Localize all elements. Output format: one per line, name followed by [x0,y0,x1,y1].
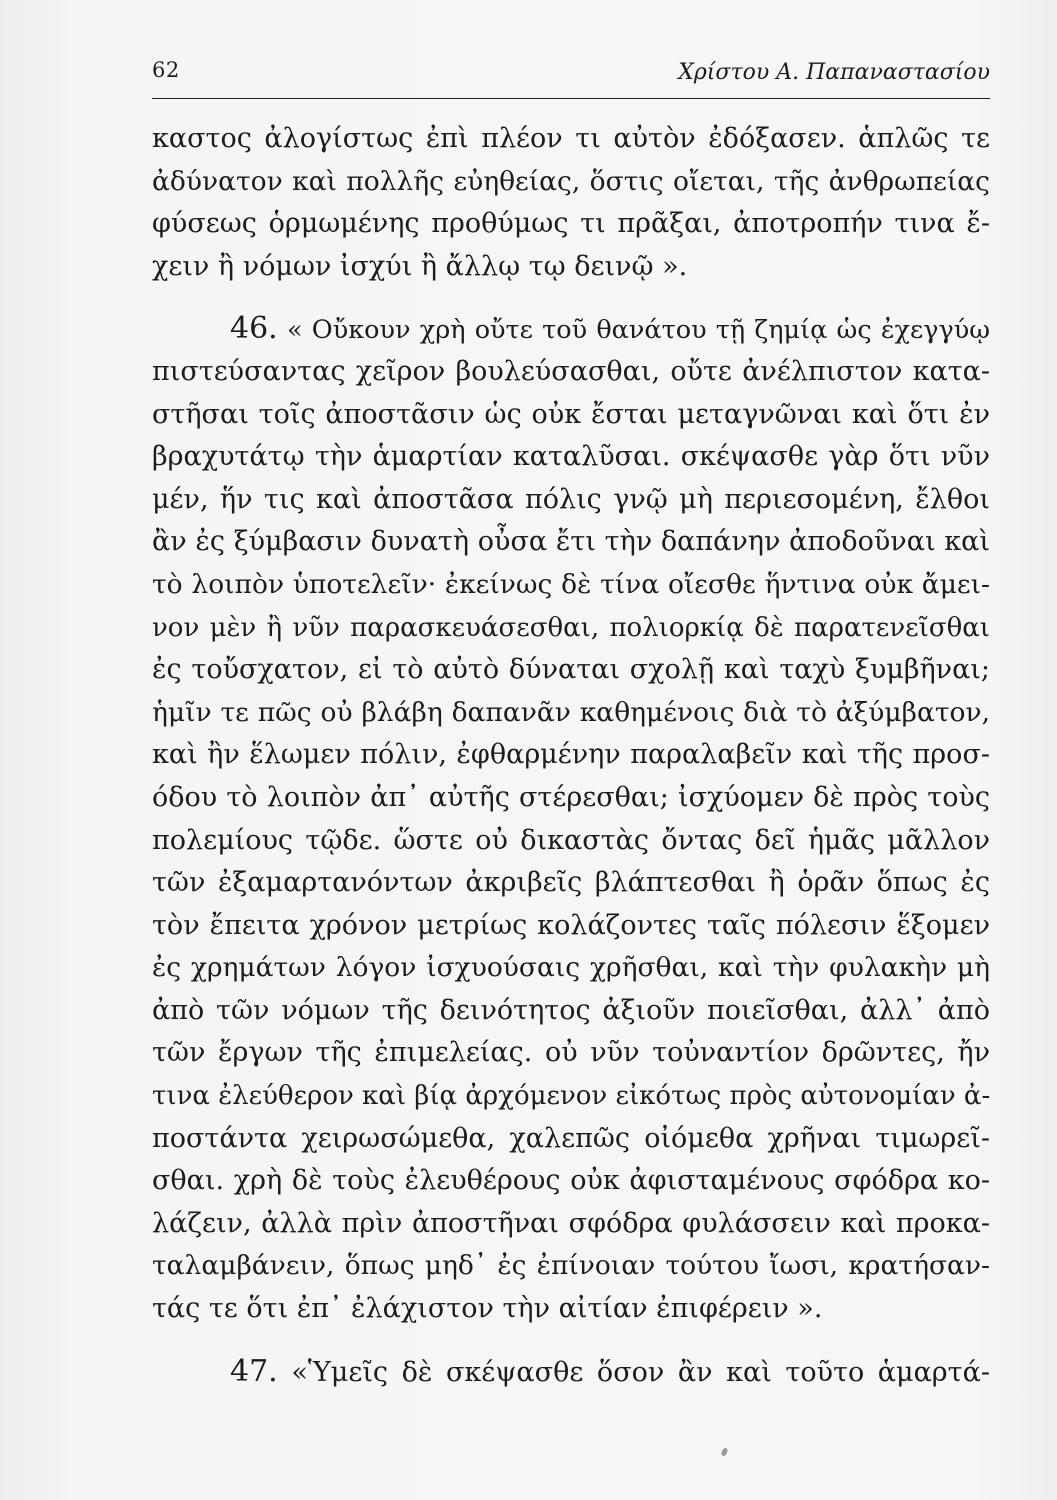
text-line: φύσεως ὁρμωμένης προθύμως τι πρᾶξαι, ἀποτροπήν τινα ἔ- [152,208,990,240]
text-line: νον μὲν ἢ νῦν παρασκευάσεσθαι, πολιορκίᾳ δὲ παρατενεῖσθαι [152,612,990,643]
section-46-first-line [152,308,990,351]
text-line: τάς τε ὅτι ἐπ᾿ ἐλάχιστον τὴν αἰτίαν ἐπιφέρειν ». [152,1293,823,1325]
text-line: τὸ λοιπὸν ὑποτελεῖν· ἐκείνως δὲ τίνα οἴεσθε ἥντινα οὐκ ἄμει- [152,568,990,600]
header-rule [152,98,990,99]
section-number: 47. [230,1353,278,1389]
body-text [152,118,990,1393]
text-line: σθαι. χρὴ δὲ τοὺς ἐλευθέρους οὐκ ἀφισταμένους σφόδρα κο- [152,1165,990,1197]
text-line: καὶ ἢν ἕλωμεν πόλιν, ἐφθαρμένην παραλαβεῖν καὶ τῆς προσ- [152,739,990,771]
paragraph-gap [152,288,990,308]
text-line: λάζειν, ἀλλὰ πρὶν ἀποστῆναι σφόδρα φυλάσσειν καὶ προκα- [152,1207,990,1239]
text-line: ἐς τοὔσχατον, εἰ τὸ αὐτὸ δύναται σχολῇ καὶ ταχὺ ξυμβῆναι; [152,654,990,686]
text-line: βραχυτάτῳ τὴν ἁμαρτίαν καταλῦσαι. σκέψασθε γὰρ ὅτι νῦν [152,441,990,473]
section-number: 46. [230,311,278,347]
text-line: πολεμίους τῷδε. ὥστε οὐ δικαστὰς ὄντας δεῖ ἡμᾶς μᾶλλον [152,824,990,856]
paragraph-gap [152,1331,990,1351]
text-line: μέν, ἥν τις καὶ ἀποστᾶσα πόλις γνῷ μὴ περιεσομένη, ἔλθοι [152,483,990,515]
text-line: καστος ἀλογίστως ἐπὶ πλέον τι αὐτὸν ἐδόξασεν. ἁπλῶς τε [152,123,990,154]
page-header [152,58,990,88]
page-number: 62 [152,58,180,82]
text-line: στῆσαι τοῖς ἀποστᾶσιν ὡς οὐκ ἔσται μεταγνῶναι καὶ ὅτι ἐν [152,398,990,430]
text-line: ταλαμβάνειν, ὅπως μηδ᾿ ἐς ἐπίνοιαν τούτου ἴωσι, κρατήσαν- [152,1250,990,1282]
paper-speck [721,1447,729,1456]
text-line: ἐς χρημάτων λόγον ἰσχυούσαις χρῆσθαι, καὶ τὴν φυλακὴν μὴ [152,952,990,984]
text-line: τῶν ἐξαμαρτανόντων ἀκριβεῖς βλάπτεσθαι ἢ ὁρᾶν ὅπως ἐς [152,867,990,899]
text-line: « Οὔκουν χρὴ οὔτε τοῦ θανάτου τῇ ζημίᾳ ὡς ἐχεγγύῳ [286,315,990,346]
running-head: Χρίστου Α. Παπαναστασίου [678,60,990,85]
section-47-first-line [152,1351,990,1394]
text-line: ἀπὸ τῶν νόμων τῆς δεινότητος ἀξιοῦν ποιεῖσθαι, ἀλλ᾿ ἀπὸ [152,994,990,1026]
text-line: ποστάντα χειρωσώμεθα, χαλεπῶς οἰόμεθα χρῆναι τιμωρεῖ- [152,1122,990,1154]
text-line: «Ὑμεῖς δὲ σκέψασθε ὅσον ἂν καὶ τοῦτο ἁμαρτά- [291,1356,990,1388]
text-line: όδου τὸ λοιπὸν ἀπ᾿ αὐτῆς στέρεσθαι; ἰσχύομεν δὲ πρὸς τοὺς [152,781,990,813]
text-line: ἂν ἐς ξύμβασιν δυνατὴ οὖσα ἔτι τὴν δαπάνην ἀποδοῦναι καὶ [152,526,990,558]
text-line: ἡμῖν τε πῶς οὐ βλάβη δαπανᾶν καθημένοις διὰ τὸ ἀξύμβατον, [152,696,990,728]
text-line: τὸν ἔπειτα χρόνον μετρίως κολάζοντες ταῖς πόλεσιν ἕξομεν [152,909,990,941]
text-line: τινα ἐλεύθερον καὶ βίᾳ ἀρχόμενον εἰκότως πρὸς αὐτονομίαν ἀ- [152,1081,991,1112]
text-line: πιστεύσαντας χεῖρον βουλεύσασθαι, οὔτε ἀνέλπιστον κατα- [152,355,990,387]
text-line: ἀδύνατον καὶ πολλῆς εὐηθείας, ὅστις οἴεται, τῆς ἀνθρωπείας [152,165,990,197]
text-line: τῶν ἔργων τῆς ἐπιμελείας. οὐ νῦν τοὐναντίον δρῶντες, ἤν [152,1037,990,1069]
text-line: χειν ἢ νόμων ἰσχύι ἢ ἄλλῳ τῳ δεινῷ ». [152,250,688,282]
